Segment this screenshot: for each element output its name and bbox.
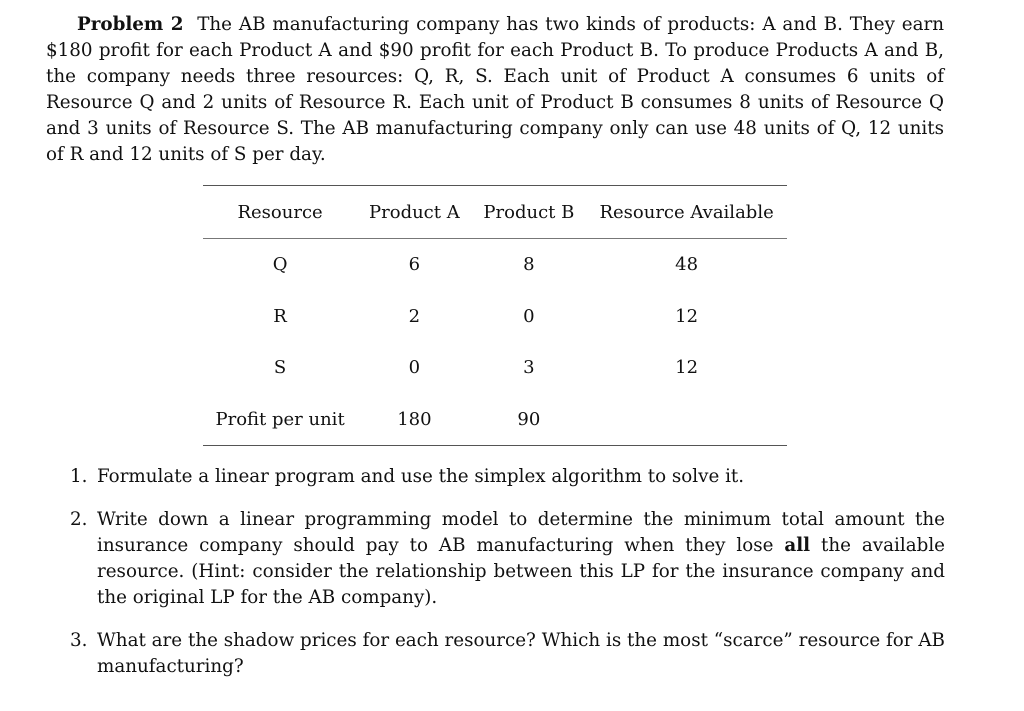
question-list [70, 464, 945, 680]
table-cell: 2 [408, 305, 421, 327]
table-row [203, 394, 787, 446]
table-cell: S [273, 357, 287, 379]
question-item [70, 507, 945, 611]
question-number: 2. [70, 509, 88, 530]
table-cell: 90 [517, 408, 541, 430]
question-text: What are the shadow prices for each resource? Which is the most “scarce” resource for AB manufacturing? [97, 630, 945, 677]
table-cell: 180 [397, 408, 432, 430]
question-text-after: the available resource. (Hint: consider the relationship between this LP for the insurance company and the original LP for the AB company). [97, 535, 945, 608]
problem-text: The AB manufacturing company has two kinds of products: A and B. They earn $180 profit for each Product A and $90 profit for each Product B. To produce Products A and B, the company needs three resources: Q, R, S. Each unit of Product A consumes 6 units of Resource Q and 2 units of Resource R. Each unit of Product B consumes 8 units of Resource Q and 3 units of Resource S. The AB manufacturing company only can use 48 units of Q, 12 units of R and 12 units of S per day. [46, 14, 945, 165]
table-cell: R [273, 305, 287, 327]
resource-table [203, 185, 787, 446]
header-product-a: Product A [369, 201, 460, 223]
problem-statement [46, 12, 944, 168]
question-item [70, 464, 945, 490]
header-resource: Resource [237, 201, 323, 223]
question-number: 3. [70, 630, 88, 651]
table-cell: 12 [675, 357, 699, 379]
table-row [203, 342, 787, 394]
table-cell: 0 [408, 357, 421, 379]
question-text: Formulate a linear program and use the simplex algorithm to solve it. [97, 466, 745, 487]
table-cell: 8 [523, 254, 535, 276]
table-row [203, 239, 787, 291]
header-product-b: Product B [483, 201, 575, 223]
table-cell: Q [272, 254, 288, 276]
question-item [70, 628, 945, 680]
header-resource-available: Resource Available [599, 201, 774, 223]
table-header-row [203, 186, 787, 239]
table-cell: Profit per unit [215, 408, 345, 430]
table-cell: 12 [675, 305, 699, 327]
table-row [203, 291, 787, 343]
table-cell: 0 [523, 305, 535, 327]
table-cell [586, 394, 787, 446]
table-cell: 6 [408, 254, 421, 276]
question-text-emphasis: all [784, 535, 811, 556]
table-cell: 48 [675, 254, 699, 276]
problem-label: Problem 2 [77, 14, 184, 35]
question-text [97, 509, 945, 608]
question-number: 1. [70, 466, 88, 487]
table-cell: 3 [523, 357, 535, 379]
question-text-before: Write down a linear programming model to determine the minimum total amount the insurance company should pay to AB manufacturing when they lose [97, 509, 945, 556]
